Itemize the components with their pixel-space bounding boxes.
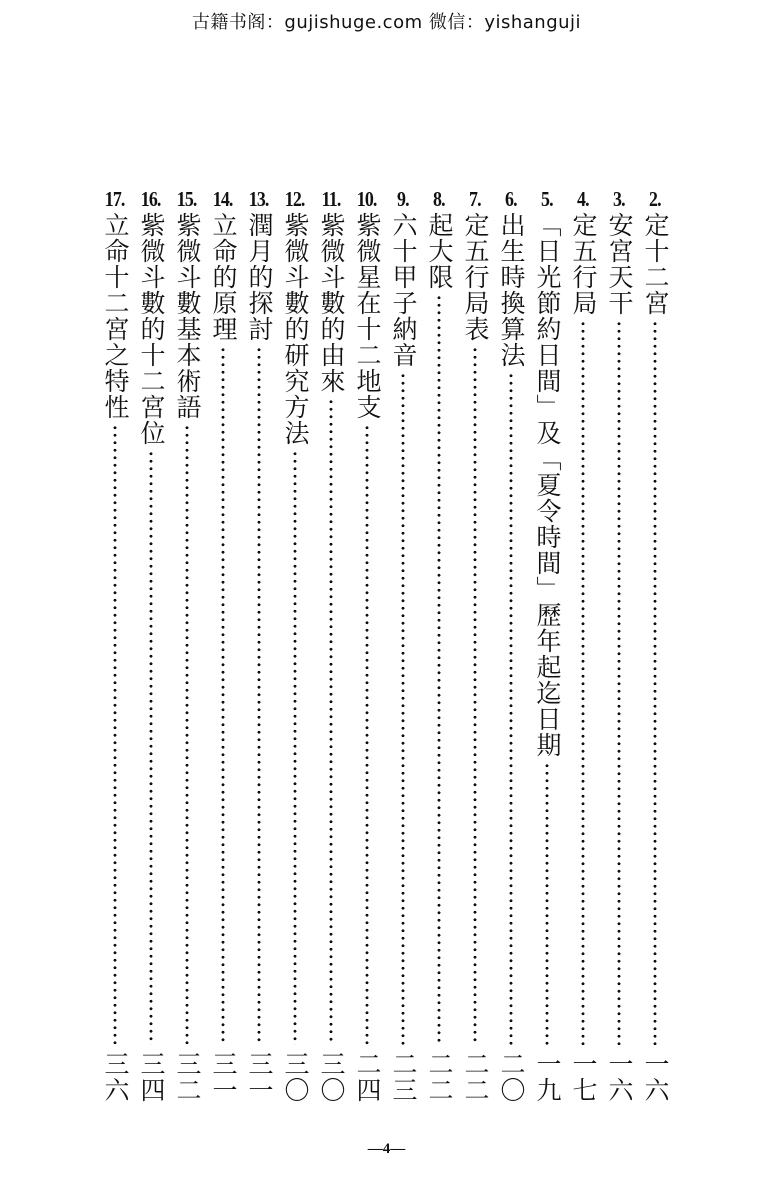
entry-page: 三四: [137, 1051, 166, 1103]
entry-number: 5.: [541, 187, 553, 211]
entry-title: 立命十二宮之特性: [101, 212, 130, 420]
entry-page: 一七: [569, 1051, 598, 1103]
toc-entry-4[interactable]: [565, 188, 601, 1103]
entry-number: 10.: [357, 187, 377, 211]
entry-number: 12.: [285, 187, 305, 211]
toc-entry-15[interactable]: [169, 188, 205, 1103]
entry-page: 三一: [209, 1051, 238, 1103]
entry-number: 14.: [213, 187, 233, 211]
toc-entry-6[interactable]: [493, 188, 529, 1103]
toc-entry-2[interactable]: [637, 188, 673, 1103]
entry-title: 立命的原理: [209, 212, 238, 342]
entry-title: 起大限: [425, 212, 454, 290]
table-of-contents: [97, 188, 673, 1103]
entry-number: 13.: [249, 187, 269, 211]
entry-number: 9.: [397, 187, 409, 211]
dot-leader: [365, 424, 369, 1045]
dot-leader: [545, 762, 549, 1045]
entry-number: 3.: [613, 187, 625, 211]
entry-number: 4.: [577, 187, 589, 211]
entry-number: 6.: [505, 187, 517, 211]
entry-title: 紫微星在十二地支: [353, 212, 382, 420]
toc-entry-9[interactable]: [385, 188, 421, 1103]
dot-leader: [293, 450, 297, 1045]
watermark-text: 古籍书阁：gujishuge.com 微信：yishanguji: [191, 12, 582, 33]
entry-title: 潤月的探討: [245, 212, 274, 342]
entry-page: 三〇: [281, 1051, 310, 1103]
entry-title: 紫微斗數的十二宮位: [137, 212, 166, 446]
entry-page: 二二: [425, 1051, 454, 1103]
toc-entry-7[interactable]: [457, 188, 493, 1103]
entry-page: 三六: [101, 1051, 130, 1103]
dot-leader: [437, 294, 441, 1045]
dot-leader: [221, 346, 225, 1045]
entry-page: 二〇: [497, 1051, 526, 1103]
dot-leader: [653, 320, 657, 1045]
entry-page: 三二: [173, 1051, 202, 1103]
entry-page: 一六: [605, 1051, 634, 1103]
entry-title: 定五行局表: [461, 212, 490, 342]
entry-title: 紫微斗數的由來: [317, 212, 346, 394]
entry-page: 一九: [533, 1051, 562, 1103]
dot-leader: [113, 424, 117, 1045]
dot-leader: [581, 320, 585, 1045]
entry-number: 15.: [177, 187, 197, 211]
entry-title: 六十甲子納音: [389, 212, 418, 368]
entry-number: 8.: [433, 187, 445, 211]
toc-entry-3[interactable]: [601, 188, 637, 1103]
entry-title: 紫微斗數的研究方法: [281, 212, 310, 446]
toc-entry-8[interactable]: [421, 188, 457, 1103]
entry-page: 三一: [245, 1051, 274, 1103]
toc-entry-17[interactable]: [97, 188, 133, 1103]
entry-title: 定五行局: [569, 212, 598, 316]
entry-page: 三〇: [317, 1051, 346, 1103]
entry-title: 「日光節約日間」及「夏令時間」歷年起迄日期: [533, 212, 562, 758]
dot-leader: [185, 424, 189, 1045]
entry-title: 紫微斗數基本術語: [173, 212, 202, 420]
entry-page: 二二: [461, 1051, 490, 1103]
dot-leader: [329, 398, 333, 1045]
toc-entry-11[interactable]: [313, 188, 349, 1103]
toc-entry-12[interactable]: [277, 188, 313, 1103]
dot-leader: [473, 346, 477, 1045]
entry-page: 二四: [353, 1051, 382, 1103]
entry-title: 定十二宮: [641, 212, 670, 316]
dot-leader: [617, 320, 621, 1045]
entry-number: 16.: [141, 187, 161, 211]
toc-entry-13[interactable]: [241, 188, 277, 1103]
toc-entry-16[interactable]: [133, 188, 169, 1103]
entry-number: 2.: [649, 187, 661, 211]
entry-number: 17.: [105, 187, 125, 211]
entry-page: 二三: [389, 1051, 418, 1103]
toc-entry-10[interactable]: [349, 188, 385, 1103]
toc-entry-5[interactable]: [529, 188, 565, 1103]
toc-entry-14[interactable]: [205, 188, 241, 1103]
entry-page: 一六: [641, 1051, 670, 1103]
entry-title: 安宮天干: [605, 212, 634, 316]
dot-leader: [149, 450, 153, 1045]
dot-leader: [509, 372, 513, 1045]
entry-number: 11.: [321, 187, 341, 211]
dot-leader: [401, 372, 405, 1045]
entry-title: 出生時換算法: [497, 212, 526, 368]
dot-leader: [257, 346, 261, 1045]
entry-number: 7.: [469, 187, 481, 211]
page-number: —4—: [367, 1141, 406, 1157]
